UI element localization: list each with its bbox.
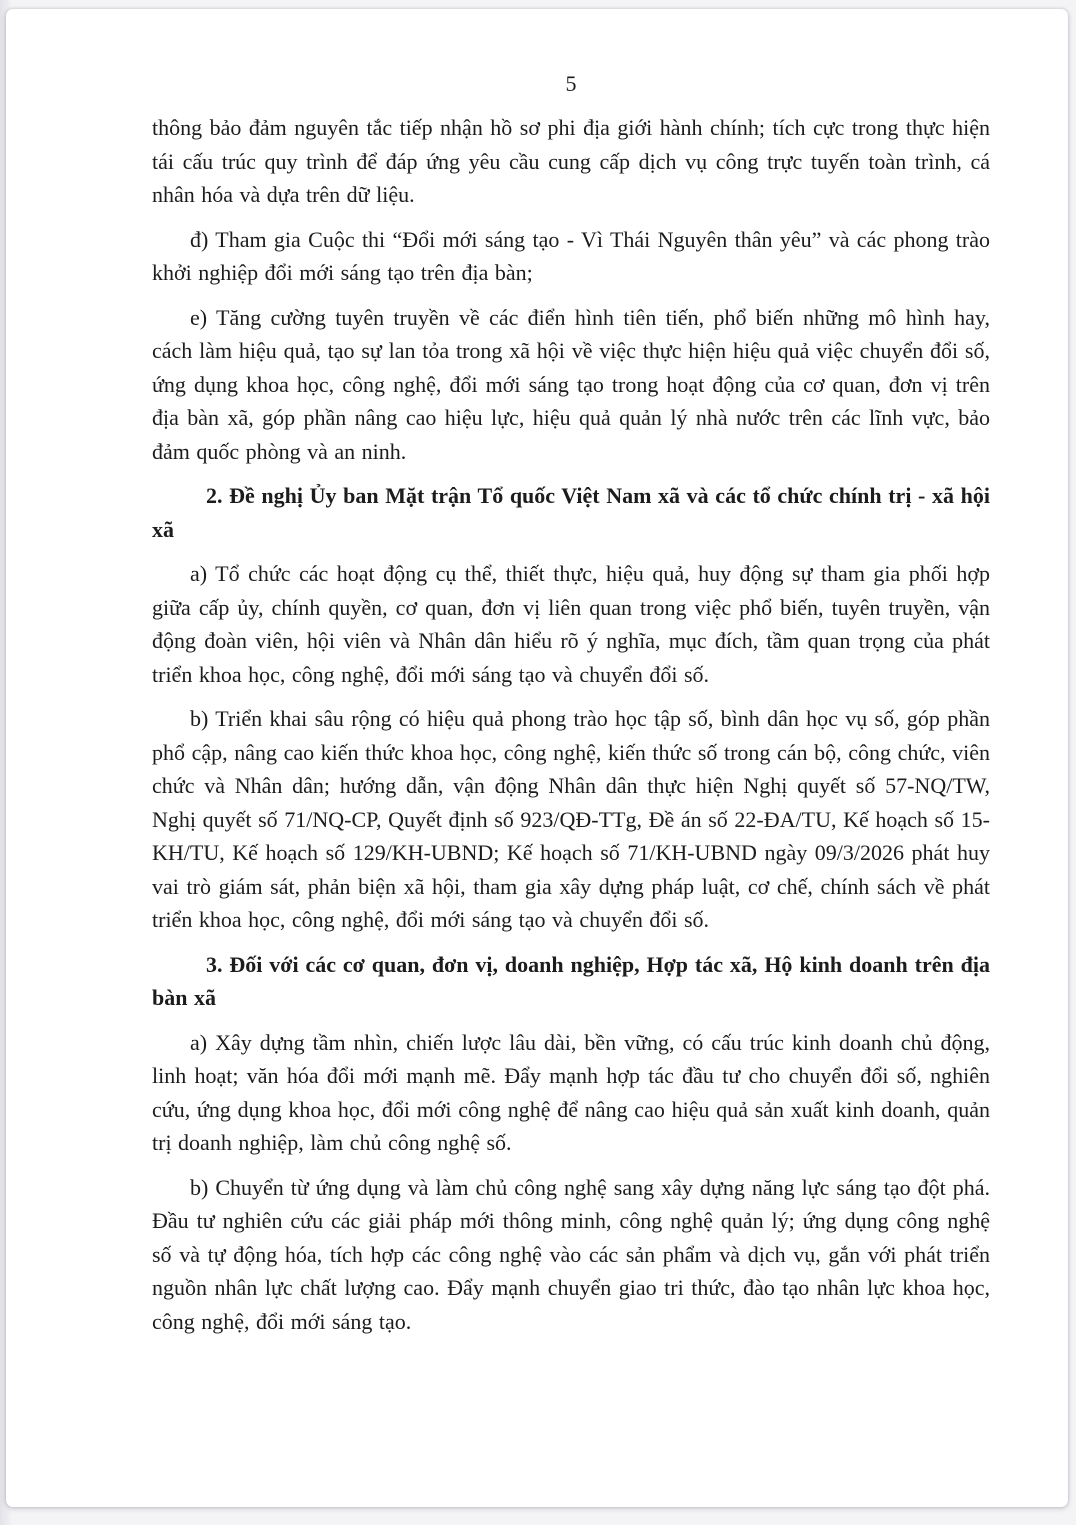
document-page bbox=[6, 9, 1068, 1507]
page-content bbox=[6, 9, 1068, 1338]
section-3-item-a: a) Xây dựng tầm nhìn, chiến lược lâu dài, bền vững, có cấu trúc kinh doanh chủ động, linh hoạt; văn hóa đổi mới mạnh mẽ. Đẩy mạnh hợp tác đầu tư cho chuyển đổi số, nghiên cứu, ứng dụng khoa học, đổi mới công nghệ để nâng cao hiệu quả sản xuất kinh doanh, quản trị doanh nghiệp, làm chủ công nghệ số. bbox=[152, 1029, 990, 1155]
section-2-item-a: a) Tổ chức các hoạt động cụ thể, thiết thực, hiệu quả, huy động sự tham gia phối hợp giữa cấp ủy, chính quyền, cơ quan, đơn vị liên quan trong việc phổ biến, tuyên truyền, vận động đoàn viên, hội viên và Nhân dân hiểu rõ ý nghĩa, mục đích, tầm quan trọng của phát triển khoa học, công nghệ, đổi mới sáng tạo và chuyển đổi số. bbox=[152, 561, 990, 687]
section-2-heading: 2. Đề nghị Ủy ban Mặt trận Tổ quốc Việt Nam xã và các tổ chức chính trị - xã hội xã bbox=[152, 483, 990, 542]
section-3-item-b: b) Chuyển từ ứng dụng và làm chủ công nghệ sang xây dựng năng lực sáng tạo đột phá. Đầu tư nghiên cứu các giải pháp mới thông minh, công nghệ quản lý; ứng dụng công nghệ số và tự động hóa, tích hợp các công nghệ vào các sản phẩm và dịch vụ, gắn với phát triển nguồn nhân lực chất lượng cao. Đẩy mạnh chuyển giao tri thức, đào tạo nhân lực khoa học, công nghệ, đổi mới sáng tạo. bbox=[152, 1174, 990, 1334]
section-3-heading: 3. Đối với các cơ quan, đơn vị, doanh nghiệp, Hợp tác xã, Hộ kinh doanh trên địa bàn xã bbox=[152, 951, 990, 1010]
paragraph-item-e: e) Tăng cường tuyên truyền về các điển hình tiên tiến, phổ biến những mô hình hay, cách làm hiệu quả, tạo sự lan tỏa trong xã hội về việc thực hiện hiệu quả việc chuyển đổi số, ứng dụng khoa học, công nghệ, đổi mới sáng tạo trong hoạt động của cơ quan, đơn vị trên địa bàn xã, góp phần nâng cao hiệu lực, hiệu quả quản lý nhà nước trên các lĩnh vực, bảo đảm quốc phòng và an ninh. bbox=[152, 304, 990, 464]
paragraph-item-d: đ) Tham gia Cuộc thi “Đổi mới sáng tạo - Vì Thái Nguyên thân yêu” và các phong trào khởi nghiệp đổi mới sáng tạo trên địa bàn; bbox=[152, 226, 990, 285]
page-number: 5 bbox=[565, 71, 577, 96]
section-2-item-b: b) Triển khai sâu rộng có hiệu quả phong trào học tập số, bình dân học vụ số, góp phần phổ cập, nâng cao kiến thức khoa học, công nghệ, kiến thức số trong cán bộ, công chức, viên chức và Nhân dân; hướng dẫn, vận động Nhân dân thực hiện Nghị quyết số 57-NQ/TW, Nghị quyết số 71/NQ-CP, Quyết định số 923/QĐ-TTg, Đề án số 22-ĐA/TU, Kế hoạch số 15-KH/TU, Kế hoạch số 129/KH-UBND; Kế hoạch số 71/KH-UBND ngày 09/3/2026 phát huy vai trò giám sát, phản biện xã hội, tham gia xây dựng pháp luật, cơ chế, chính sách về phát triển khoa học, công nghệ, đổi mới sáng tạo và chuyển đổi số. bbox=[152, 706, 990, 932]
paragraph-continuation: thông bảo đảm nguyên tắc tiếp nhận hồ sơ phi địa giới hành chính; tích cực trong thực hiện tái cấu trúc quy trình để đáp ứng yêu cầu cung cấp dịch vụ công trực tuyến toàn trình, cá nhân hóa và dựa trên dữ liệu. bbox=[152, 115, 990, 207]
